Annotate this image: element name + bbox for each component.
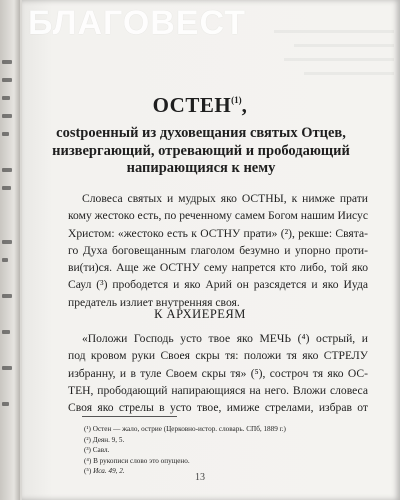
footnote-text: Савл. <box>92 446 110 455</box>
text-line: Саул (³) прободется и яко Арий он разсядется и яко Иуда <box>68 278 368 292</box>
text-line: Христом: «жестоко есть к ОСТНУ прати» (²), рекше: Свята- <box>68 226 368 240</box>
footnote-mark: (¹) <box>84 425 91 433</box>
footnote-item <box>84 435 374 446</box>
footnote-text: Остен — жало, острие (Церковно-истор. словарь. СПб, 1889 г.) <box>92 425 286 433</box>
footnotes <box>84 424 374 477</box>
footnote-mark: (³) <box>84 446 91 455</box>
text-line: «Положи Господь усто твое яко МЕЧЬ (⁴) острый, и <box>82 332 368 345</box>
subtitle-line: низвергающий, отревающий и прободающий <box>52 142 350 159</box>
text-line: Своя яко стрелы в усто твое, имиже стрелами, избрав от <box>68 401 368 415</box>
footnote-item <box>84 456 374 467</box>
adjacent-page-edge <box>0 0 20 500</box>
text-line: ТЕН, прободающий напирающияся на него. Вложи словеса <box>68 383 368 397</box>
subtitle-line: напирающияся к нему <box>126 160 276 176</box>
footnote-item <box>84 424 374 435</box>
footnote-mark: (²) <box>84 435 91 444</box>
page-number: 13 <box>195 472 205 483</box>
footnote-item <box>84 445 374 456</box>
footnote-mark: (⁴) <box>84 456 92 465</box>
text-line: предатель излиет внутренняя своя. <box>68 295 240 309</box>
subtitle-line: сostроенный из духовещания святых Отцев, <box>56 125 346 141</box>
watermark-logo: БЛАГОВЕСТ <box>28 4 246 42</box>
text-line: под кровом руки Своея скры тя: положи тя яко СТРЕЛУ <box>68 349 368 363</box>
footnote-text: Иса. 49, 2. <box>93 467 125 476</box>
footnote-mark: (⁵) <box>84 467 92 476</box>
footnote-text: В рукописи слово это опущено. <box>93 456 190 465</box>
text-line: го Духа боговещанным глаголом безумно и упорно проти- <box>68 243 368 257</box>
subtitle <box>36 125 366 178</box>
page-title <box>0 93 400 118</box>
paragraph-intro <box>68 190 368 311</box>
title-trailing: , <box>241 93 248 117</box>
text-line: кому жестоко есть, по реченному самем Богом нашим Иисус <box>68 209 368 223</box>
text-line: Словеса святых и мудрых яко ОСТНЫ, к нимже прати <box>82 192 368 205</box>
title-footnote-mark: (1) <box>231 95 242 105</box>
paragraph-archpriests <box>68 330 368 416</box>
footnote-text: Деян. 9, 5. <box>92 435 125 444</box>
section-heading: К АРХИЕРЕЯМ <box>154 307 246 321</box>
text-line: избранну, и в туле Своем скры тя» (⁵), состроч тя яко ОС- <box>68 366 368 380</box>
footnote-divider <box>82 416 177 417</box>
text-line: ви(ти)ся. Аще же ОСТНУ сему напрется кто либо, той яко <box>68 261 368 275</box>
title-text: ОСТЕН <box>152 93 232 117</box>
